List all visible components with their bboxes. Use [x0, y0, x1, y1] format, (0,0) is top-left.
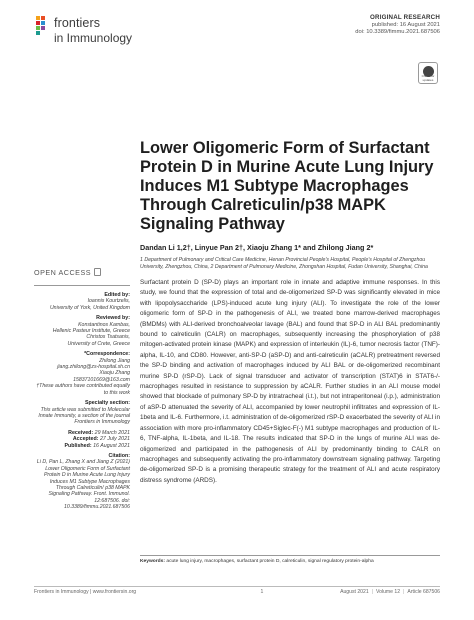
- footer-meta: 1 August 2021 | Volume 12 | Article 687506: [260, 589, 440, 595]
- published-date-sidebar: 16 August 2021: [93, 442, 130, 449]
- published-label: Published:: [64, 442, 92, 449]
- open-access-text: OPEN ACCESS: [34, 268, 92, 277]
- reviewed-by: [34, 315, 130, 347]
- journal-name: in Immunology: [54, 31, 133, 45]
- accepted-label: Accepted:: [72, 436, 99, 443]
- doi-link[interactable]: doi: 10.3389/fimmu.2021.687506: [355, 29, 440, 36]
- correspondence-contacts[interactable]: Zhilong Jiang jiang.zhilong@zs-hospital.sh.cn Xiaoju Zhang 15837101669@163.com: [57, 357, 130, 383]
- journal-logo[interactable]: [34, 14, 154, 48]
- citation-heading: Citation:: [108, 452, 130, 459]
- citation: [34, 453, 130, 511]
- specialty-heading: Specialty section:: [84, 400, 130, 407]
- received-label: Received:: [68, 429, 94, 436]
- specialty-text: This article was submitted to Molecular Innate Immunity, a section of the journal Frontiers in Immunology: [38, 406, 130, 426]
- correspondence: [34, 351, 130, 396]
- article-meta-header: [355, 14, 440, 37]
- editor-name: Ioannis Kourtzelis, University of York, United Kingdom: [49, 298, 130, 311]
- accepted-date: 27 July 2021: [99, 436, 130, 443]
- reviewer-names: Konstantinos Kambas, Hellenic Pasteur Institute, Greece Christos Tsatsanis, University of Crete, Greece: [52, 321, 130, 347]
- article-type: ORIGINAL RESEARCH: [370, 14, 440, 21]
- open-access-label: [34, 268, 130, 277]
- author-list: Dandan Li 1,2†, Linyue Pan 2†, Xiaoju Zhang 1* and Zhilong Jiang 2*: [140, 243, 374, 252]
- divider: [34, 285, 130, 286]
- correspondence-heading: *Correspondence:: [84, 351, 130, 358]
- keywords-text: acute lung injury, macrophages, surfactant protein D, calreticulin, signal regulatory protein-alpha: [166, 559, 374, 564]
- keywords-label: Keywords:: [140, 559, 166, 564]
- received-date: 29 March 2021: [94, 429, 130, 436]
- sidebar: [34, 268, 130, 515]
- specialty-section: [34, 400, 130, 426]
- footer-volume: Volume 12: [376, 589, 401, 595]
- frontiers-logo-icon: [34, 16, 50, 42]
- journal-brand-name: frontiers: [54, 16, 101, 30]
- reviewed-by-heading: Reviewed by:: [96, 315, 130, 322]
- check-for-updates-button[interactable]: [418, 62, 438, 84]
- article-title: Lower Oligomeric Form of Surfactant Protein D in Murine Acute Lung Injury Induces M1 Subtype Macrophages Through Calreticulin/p38 MAPK Signaling Pathway: [140, 139, 434, 233]
- equal-contribution-note: †These authors have contributed equally to this work: [36, 383, 130, 396]
- divider: [140, 555, 440, 556]
- check-updates-label: Check for updates: [421, 74, 435, 82]
- edited-by-heading: Edited by:: [104, 292, 130, 298]
- citation-text: Li D, Pan L, Zhang X and Jiang Z (2021) Lower Oligomeric Form of Surfactant Protein D in Murine Acute Lung Injury Induces M1 Subtype Macrophages Through Calreticulin/ p38 MAPK Signaling Pathway. Front. Immunol. 12:687506. doi: 10.3389/fimmu.2021.687506: [36, 459, 130, 511]
- divider: [34, 586, 440, 587]
- article-dates: [34, 430, 130, 449]
- affiliations: 1 Department of Pulmonary and Critical Care Medicine, Henan Provincial People's Hospital, People's Hospital of Zhengzhou University, Zhengzhou, China, 2 Department of Pulmonary Medicine, Zhongshan Hospital, Fudan University, Shanghai, China: [140, 257, 428, 270]
- footer-journal[interactable]: Frontiers in Immunology | www.frontiersin.org: [34, 589, 137, 595]
- footer-page: 1: [260, 589, 264, 595]
- published-date: published: 16 August 2021: [371, 21, 440, 28]
- edited-by: [34, 292, 130, 311]
- footer-article: Article 687506: [407, 589, 440, 595]
- keywords: [140, 559, 440, 564]
- open-lock-icon: [94, 268, 101, 276]
- footer-date: August 2021: [340, 589, 369, 595]
- abstract: Surfactant protein D (SP-D) plays an important role in innate and adaptive immune responses. In this study, we found that the expression of total and de-oligomerized SP-D was significantly elevated in mice with lipopolysaccharide (LPS)-induced acute lung injury (ALI). To investigate the role of the lower oligomeric form of SP-D in the pathogenesis of ALI, we treated bone marrow-derived macrophages (BMDMs) with ALI-derived bronchoalveolar lavage (BAL) and found that SP-D in ALI BAL predominantly bound to calreticulin (CALR) on macrophages, subsequently increasing the phosphorylation of p38 mitogen-activated protein kinase (MAPK) and expression of interleukin (IL)-6, tumor necrosis factor (TNF)-alpha, IL-10, and CD80. However, anti-SP-D (aSP-D) and anti-calreticulin (aCALR) pretreatment reversed the SP-D binding and activation of macrophages induced by ALI BAL or de-oligomerized recombinant murine SP-D (rSP-D). Lack of signal transducer and activator of transcription (STAT)6 in STAT6-/- macrophages resulted in resistance to suppression by aCALR. Further studies in an ALI mouse model showed that blockade of pulmonary SP-D by intratracheal (i.t.), but not intraperitoneal (i.p.), administration of aSP-D attenuated the severity of ALI, accompanied by lower neutrophil infiltrates and expression of IL-1beta and IL-6. Furthermore, i.t. administration of de-oligomerized rSP-D exacerbated the severity of ALI in association with more pro-inflammatory CD45+Siglec-F(-) M1 subtype macrophages and production of IL-6, TNF-alpha, IL-1beta, and IL-18. The results indicated that SP-D in the lungs of murine ALI was de-oligomerized and participated in the pathogenesis of ALI by predominantly binding to CALR on macrophages and subsequently activating the pro-inflammatory downstream signaling pathway. Targeting de-oligomerized SP-D is a promising therapeutic strategy for the treatment of ALI and acute respiratory distress syndrome (ARDS).: [140, 279, 440, 484]
